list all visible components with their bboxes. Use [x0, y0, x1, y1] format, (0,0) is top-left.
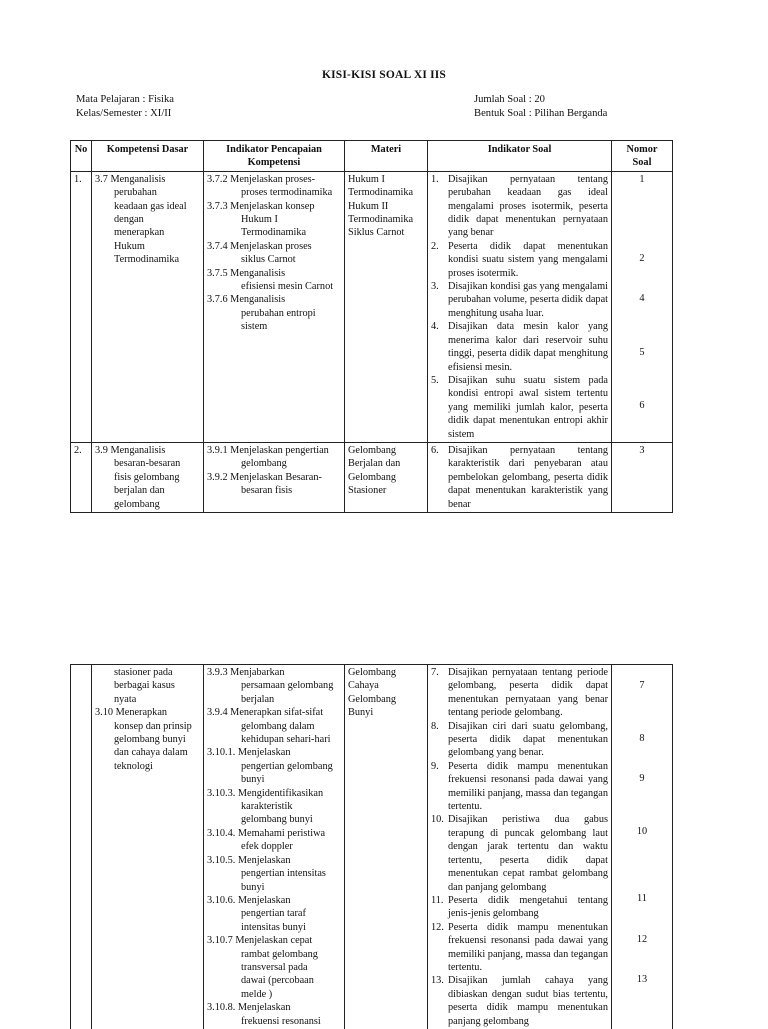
nomor-value: 4 [639, 292, 645, 304]
ip-line: berjalan [241, 693, 275, 705]
cell-materi [345, 442, 428, 512]
ip-line: karakteristik [241, 801, 293, 813]
header-ip-line-2: Kompetensi [247, 157, 301, 169]
is-text: Peserta didik mengetahui tentang jenis-jenis gelombang [448, 894, 608, 920]
ip-item [207, 746, 341, 786]
materi-line: Gelombang [348, 444, 397, 456]
table-row [71, 665, 673, 1029]
kd-line: stasioner pada [114, 667, 173, 678]
materi-line: Termodinamika [348, 187, 414, 199]
question-count-line: Jumlah Soal : 20 [474, 94, 545, 105]
ip-line: bunyi [241, 774, 265, 786]
ip-line: proses termodinamika [241, 187, 333, 199]
kd-line: berjalan dan [114, 485, 165, 497]
ip-item [207, 854, 341, 894]
ip-line: 3.9.1 Menjelaskan pengertian [207, 444, 329, 456]
is-item [431, 921, 608, 975]
cell-kd [92, 665, 204, 1029]
cell-ip [204, 171, 345, 442]
ip-line: 3.10.8. Menjelaskan [207, 1002, 291, 1014]
ip-line: pengertian gelombang [241, 760, 333, 772]
is-number: 12. [431, 921, 444, 933]
is-number: 11. [431, 894, 444, 906]
nomor-value: 11 [637, 893, 647, 904]
page-title: KISI-KISI SOAL XI IIS [321, 69, 447, 81]
materi-line: Hukum II [348, 200, 389, 212]
meta-right [474, 93, 607, 120]
ip-line: 3.10.4. Memahami peristiwa [207, 827, 326, 839]
grid-table-page-2 [70, 664, 673, 1029]
is-item [431, 320, 608, 374]
ip-line: 3.10.6. Menjelaskan [207, 894, 291, 906]
cell-is [428, 442, 612, 512]
is-number: 13. [431, 975, 444, 987]
cell-no: 2. [71, 442, 92, 512]
header-nomor [612, 141, 673, 172]
ip-line: sistem [241, 321, 268, 333]
ip-line: 3.9.2 Menjelaskan Besaran- [207, 471, 322, 483]
nomor-value: 2 [639, 252, 645, 264]
cell-nomor [612, 442, 673, 512]
meta-left [76, 93, 174, 120]
materi-line: Siklus Carnot [348, 227, 405, 239]
kd-line: perubahan [114, 187, 157, 199]
ip-item [207, 471, 341, 498]
cell-materi [345, 171, 428, 442]
is-text: Disajikan suhu suatu sistem pada kondisi entropi awal sistem tertentu yang memiliki jumlah kalor, peserta didik dapat menentukan entropi akhir sistem [448, 374, 608, 440]
nomor-value: 6 [639, 399, 645, 411]
is-item [431, 444, 608, 511]
cell-materi [345, 665, 428, 1029]
nomor-value: 7 [639, 680, 645, 691]
ip-line: melde ) [241, 988, 273, 1000]
kd-line: keadaan gas ideal [114, 200, 187, 212]
is-number: 10. [431, 814, 444, 826]
is-text: Disajikan data mesin kalor yang menerima kalor dari reservoir suhu tinggi, peserta didik dapat menghitung efisiensi mesin. [448, 321, 608, 373]
kd-line: 3.10 Menerapkan [95, 707, 168, 719]
ip-line: Hukum I [241, 214, 278, 226]
nomor-value: 5 [639, 346, 645, 358]
ip-line: 3.7.4 Menjelaskan proses [207, 240, 312, 252]
kd-line: menerapkan [114, 227, 165, 239]
ip-line: Termodinamika [241, 227, 307, 239]
question-type-line: Bentuk Soal : Pilihan Berganda [474, 107, 608, 119]
ip-line: 3.7.5 Menganalisis [207, 267, 286, 279]
is-text: Disajikan pernyataan tentang periode gelombang, peserta didik dapat menentukan pernyataan yang benar tentang periode gelombang. [448, 667, 608, 719]
cell-is [428, 171, 612, 442]
ip-line: frekuensi resonansi [241, 1015, 321, 1027]
ip-line: persamaan gelombang [241, 680, 334, 692]
header-ip [204, 141, 345, 172]
ip-line: 3.10.5. Menjelaskan [207, 854, 291, 866]
is-item [431, 374, 608, 441]
is-item [431, 173, 608, 240]
kd-line: dengan [114, 214, 144, 226]
ip-line: pengertian intensitas [241, 868, 326, 880]
ip-line: 3.10.3. Mengidentifikasikan [207, 787, 324, 799]
ip-item [207, 200, 341, 240]
kd-line: dan cahaya dalam [114, 747, 188, 759]
kd-line: besaran-besaran [114, 458, 181, 470]
ip-item [207, 934, 341, 1001]
ip-item [207, 827, 341, 854]
is-number: 4. [431, 321, 439, 333]
nomor-value: 3 [639, 444, 645, 456]
header-kd: Kompetensi Dasar [92, 141, 204, 172]
header-ip-line-1: Indikator Pencapaian [226, 144, 322, 155]
ip-line: bunyi [241, 881, 265, 893]
is-item [431, 280, 608, 320]
nomor-value: 13 [636, 974, 648, 985]
materi-line: Cahaya [348, 680, 379, 692]
materi-line: Bunyi [348, 707, 374, 719]
ip-item [207, 267, 341, 294]
cell-is [428, 665, 612, 1029]
cell-kd [92, 442, 204, 512]
class-semester-line: Kelas/Semester : XI/II [76, 107, 172, 119]
subject-line: Mata Pelajaran : Fisika [76, 94, 174, 105]
nomor-value: 10 [636, 826, 648, 837]
nomor-value: 1 [639, 173, 645, 185]
ip-line: dawai (percobaan [241, 975, 314, 987]
nomor-value: 12 [636, 934, 648, 945]
is-item [431, 760, 608, 814]
header-nomor-line-2: Soal [632, 157, 652, 169]
cell-nomor [612, 171, 673, 442]
ip-line: efisiensi mesin Carnot [241, 281, 334, 293]
ip-line: rambat gelombang [241, 948, 318, 960]
is-number: 2. [431, 240, 439, 252]
nomor-value: 9 [639, 773, 645, 784]
is-text: Disajikan jumlah cahaya yang dibiaskan dengan sudut bias tertentu, peserta didik mampu menentukan panjang gelombang [448, 975, 608, 1027]
ip-line: 3.9.4 Menerapkan sifat-sifat [207, 707, 324, 719]
cell-no [71, 665, 92, 1029]
is-text: Disajikan peristiwa dua gabus terapung di puncak gelombang laut dengan jarak tertentu dan waktu tertentu, peserta didik dapat menentukan cepat rambat gelombang dan panjang gelombang [448, 814, 608, 893]
ip-item [207, 293, 341, 333]
is-text: Disajikan pernyataan tentang perubahan keadaan gas ideal mengalami proses isotermik, peserta didik dapat menentukan pernyataan yang benar [448, 173, 608, 239]
header-materi: Materi [345, 141, 428, 172]
table-row [71, 442, 673, 512]
ip-line: transversal pada [241, 961, 308, 973]
is-number: 9. [431, 760, 439, 772]
ip-item [207, 173, 341, 200]
is-text: Disajikan pernyataan tentang karakteristik dari penyebaran atau pembelokan gelombang, peserta didik dapat menentukan karakteristik yang benar [448, 444, 608, 510]
is-number: 3. [431, 281, 439, 293]
ip-line: gelombang bunyi [241, 814, 313, 826]
is-number: 1. [431, 173, 439, 185]
materi-line: Gelombang [348, 471, 397, 483]
kd-line: teknologi [114, 760, 153, 772]
ip-line: kehidupan sehari-hari [241, 734, 331, 746]
ip-line: 3.9.3 Menjabarkan [207, 667, 285, 678]
ip-line: efek doppler [241, 841, 293, 853]
kd-line: nyata [114, 693, 137, 705]
ip-line: pengertian taraf [241, 908, 306, 920]
is-item [431, 666, 608, 720]
cell-nomor [612, 665, 673, 1029]
materi-line: Berjalan dan [348, 458, 401, 470]
is-item [431, 894, 608, 921]
is-text: Peserta didik mampu menentukan frekuensi resonansi pada dawai yang memiliki panjang, massa dan tegangan tertentu. [448, 760, 608, 813]
materi-line: Gelombang [348, 693, 397, 705]
kd-line: fisis gelombang [114, 471, 180, 483]
is-item [431, 720, 608, 760]
is-number: 8. [431, 720, 439, 732]
grid-table-page-1 [70, 140, 673, 513]
ip-item [207, 444, 341, 471]
is-text: Disajikan ciri dari suatu gelombang, peserta didik dapat menentukan gelombang yang benar. [448, 720, 608, 759]
is-text: Peserta didik dapat menentukan kondisi suatu sistem yang mengalami proses isotermik. [448, 240, 608, 279]
cell-ip [204, 442, 345, 512]
ip-line: gelombang dalam [241, 720, 315, 732]
kd-line: Hukum [114, 240, 145, 252]
materi-line: Hukum I [348, 173, 385, 185]
kd-line: 3.9 Menganalisis [95, 444, 166, 456]
kd-line: gelombang [114, 498, 160, 510]
kd-line: konsep dan prinsip [114, 720, 192, 732]
header-nomor-line-1: Nomor [626, 144, 658, 155]
table-row [71, 171, 673, 442]
ip-line: 3.7.3 Menjelaskan konsep [207, 200, 315, 212]
header-no: No [71, 141, 92, 172]
ip-line: perubahan entropi [241, 307, 316, 319]
cell-kd [92, 171, 204, 442]
is-item [431, 813, 608, 893]
ip-line: 3.7.6 Menganalisis [207, 294, 286, 306]
is-item [431, 974, 608, 1028]
ip-line: 3.10.1. Menjelaskan [207, 747, 291, 759]
ip-item [207, 706, 341, 746]
is-number: 7. [431, 667, 439, 678]
nomor-value: 8 [639, 733, 645, 744]
kd-line: Termodinamika [114, 254, 180, 266]
cell-no: 1. [71, 171, 92, 442]
header-is: Indikator Soal [428, 141, 612, 172]
is-number: 5. [431, 374, 439, 386]
ip-line: intensitas bunyi [241, 921, 306, 933]
is-item [431, 240, 608, 280]
kd-line: berbagai kasus [114, 680, 175, 692]
is-text: Disajikan kondisi gas yang mengalami perubahan volume, peserta didik dapat menghitung usaha luar. [448, 281, 608, 319]
cell-ip [204, 665, 345, 1029]
materi-line: Termodinamika [348, 214, 414, 226]
ip-item [207, 240, 341, 267]
header-row [71, 141, 673, 172]
kd-line: gelombang bunyi [114, 734, 186, 746]
ip-line: besaran fisis [241, 485, 293, 497]
kd-line: 3.7 Menganalisis [95, 173, 166, 185]
is-number: 6. [431, 444, 439, 456]
materi-line: Gelombang [348, 667, 397, 678]
ip-item [207, 666, 341, 706]
ip-line: 3.10.7 Menjelaskan cepat [207, 935, 313, 947]
is-text: Peserta didik mampu menentukan frekuensi resonansi pada dawai yang memiliki panjang, massa dan tegangan tertentu. [448, 921, 608, 973]
ip-item [207, 787, 341, 827]
ip-line: 3.7.2 Menjelaskan proses- [207, 173, 316, 185]
materi-line: Stasioner [348, 485, 387, 497]
ip-line: gelombang [241, 458, 287, 470]
ip-line: siklus Carnot [241, 254, 296, 266]
ip-item [207, 894, 341, 934]
